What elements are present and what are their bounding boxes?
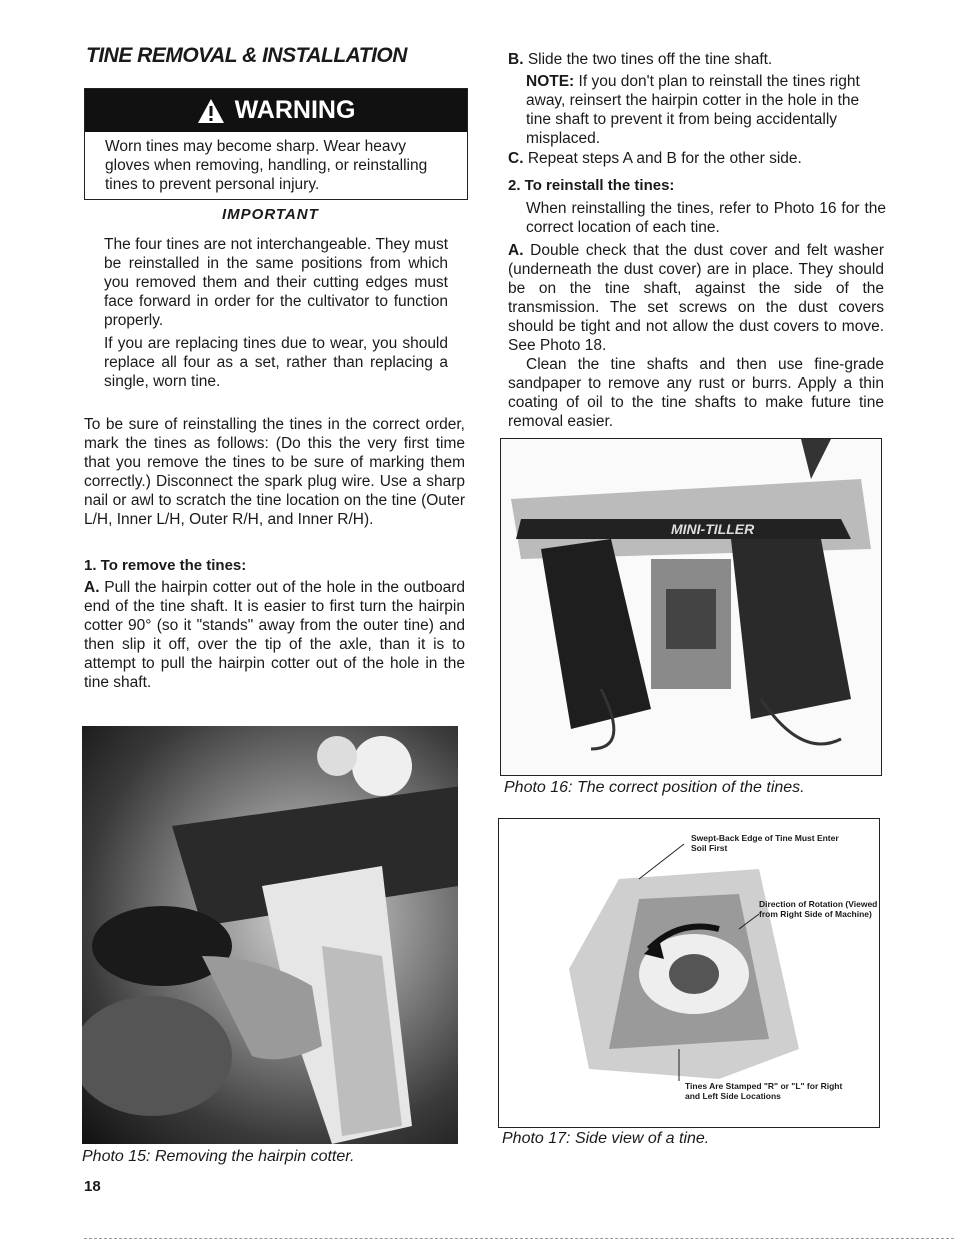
- warning-triangle-icon: [197, 98, 225, 124]
- note-label: NOTE:: [526, 73, 575, 90]
- photo-17-caption: Photo 17: Side view of a tine.: [502, 1130, 710, 1147]
- step-a-label: A.: [84, 579, 100, 596]
- photo-16-frame: [500, 438, 882, 776]
- marking-instructions: To be sure of reinstalling the tines in the correct order, mark the tines as follows: (Do this the very first time that you remove the tines to be sure of marking them correctly.) Disconnect the spark plug wire. Use a sharp nail or awl to scratch the tine location on the tine (Outer L/H, Inner L/H, Outer R/H, and Inner R/H).: [84, 416, 465, 528]
- photo-17-frame: [498, 818, 880, 1128]
- important-paragraph-2: If you are replacing tines due to wear, you should replace all four as a set, rather than replacing a single, worn tine.: [104, 335, 448, 390]
- photo-15-image: [82, 726, 458, 1144]
- mini-tiller-label: MINI-TILLER: [671, 521, 755, 537]
- step-c-label: C.: [508, 150, 524, 167]
- page-bottom-rule: [84, 1238, 954, 1240]
- photo-17-callout-edge: Swept-Back Edge of Tine Must Enter Soil First: [691, 833, 839, 853]
- reinstall-a-label: A.: [508, 242, 524, 259]
- photo-17-callout-rotation: Direction of Rotation (Viewed from Right Side of Machine): [759, 899, 878, 919]
- remove-step-b: [508, 50, 884, 69]
- warning-box: [84, 88, 468, 200]
- reinstall-intro: When reinstalling the tines, refer to Photo 16 for the correct location of each tine.: [526, 200, 886, 236]
- remove-note: [526, 72, 866, 148]
- step-b-text: Slide the two tines off the tine shaft.: [527, 51, 773, 68]
- important-heading: IMPORTANT: [222, 206, 319, 223]
- remove-step-a: [84, 578, 465, 692]
- reinstall-heading: 2. To reinstall the tines:: [508, 177, 675, 194]
- reinstall-paragraph-2: Clean the tine shafts and then use fine-grade sandpaper to remove any rust or burrs. Apply a thin coating of oil to the tine shafts to make future tine removal easier.: [508, 356, 884, 430]
- reinstall-step-a: [508, 241, 884, 355]
- note-text: If you don't plan to reinstall the tines right away, reinsert the hairpin cotter in the hole in the tine shaft to prevent it from being accidentally misplaced.: [526, 73, 860, 147]
- reinstall-a-text: Double check that the dust cover and felt washer (underneath the dust cover) are in place. They should be on the tine shaft, against the side of the transmission. The set screws on the dust covers should be tight and not allow the dust covers to move. See Photo 18.: [508, 242, 885, 354]
- step-c-text: Repeat steps A and B for the other side.: [527, 150, 802, 167]
- photo-17-callout-stamp: Tines Are Stamped "R" or "L" for Right and Left Side Locations: [685, 1081, 843, 1101]
- warning-header: [85, 89, 467, 132]
- photo-15-caption: Photo 15: Removing the hairpin cotter.: [82, 1148, 355, 1165]
- remove-step-c: [508, 149, 884, 168]
- important-paragraph-1: The four tines are not interchangeable. They must be reinstalled in the same positions from which you removed them and their cutting edges must face forward in order for the cultivator to function properly.: [104, 236, 448, 329]
- step-b-label: B.: [508, 51, 524, 68]
- remove-heading: 1. To remove the tines:: [84, 557, 247, 574]
- warning-label: WARNING: [234, 96, 356, 124]
- step-a-text: Pull the hairpin cotter out of the hole in the outboard end of the tine shaft. It is easier to first turn the hairpin cotter 90° (so it "stands" away from the outer tine) and then slip it off, over the tip of the axle, than it is to attempt to pull the hairpin cotter out of the hole in the tine shaft.: [84, 579, 465, 691]
- photo-16-illustration: [501, 439, 881, 775]
- warning-text: Worn tines may become sharp. Wear heavy gloves when removing, handling, or reinstalling tines to prevent personal injury.: [105, 138, 428, 193]
- page-number: 18: [84, 1178, 101, 1195]
- page-title: TINE REMOVAL & INSTALLATION: [86, 44, 407, 67]
- photo-16-caption: Photo 16: The correct position of the tines.: [504, 779, 805, 796]
- photo-15-illustration: [82, 726, 458, 1144]
